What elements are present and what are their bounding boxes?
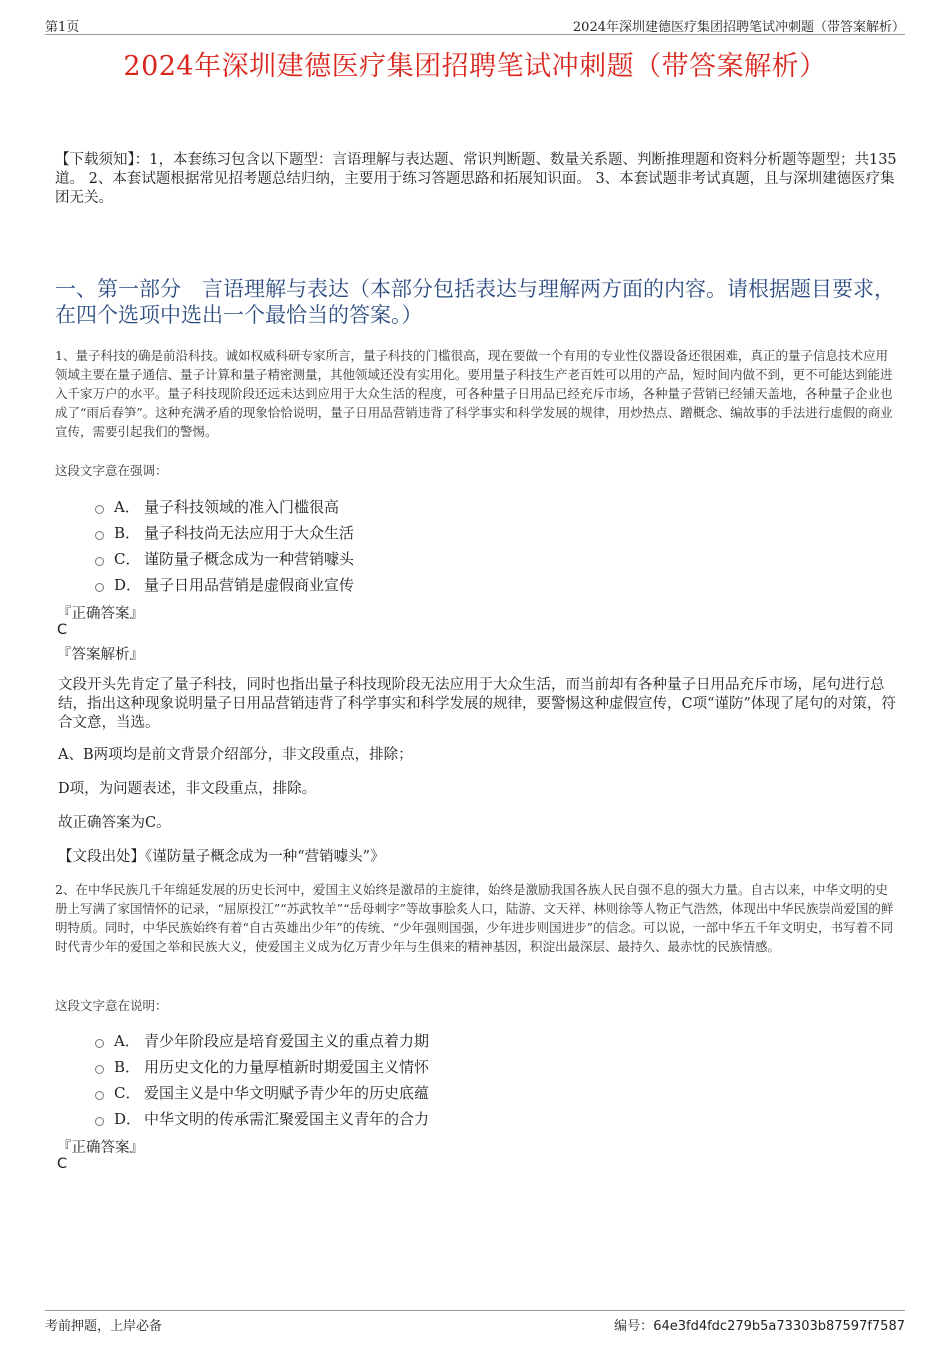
analysis-paragraph: 文段开头先肯定了量子科技，同时也指出量子科技现阶段无法应用于大众生活，而当前却有各种量子日用品充斥市场，尾句进行总结，指出这种现象说明量子日用品营销违背了科学事实和科学发展的规律，要警惕这种虚假宣传，C项“谨防”体现了尾句的对策，符合文意，当选。 [58, 677, 896, 731]
download-notice: 【下载须知】：1，本套练习包含以下题型：言语理解与表达题、常识判断题、数量关系题、判断推理题和资料分析题等题型；共135道。 2、本套试题根据常见招考题总结归纳，主要用于练习答题思路和拓展知识面。 3、本套试题非考试真题，且与深圳建德医疗集团无关。 [55, 152, 897, 206]
analysis-label: 『答案解析』 [57, 647, 144, 663]
analysis-conclusion: 故正确答案为C。 [58, 815, 171, 831]
option-a[interactable]: A． 青少年阶段应是培育爱国主义的重点着力期 [95, 1027, 429, 1053]
footer-slogan: 考前押题，上岸必备 [45, 1319, 163, 1334]
radio-icon[interactable] [95, 1065, 104, 1074]
correct-answer-label: 『正确答案』 [57, 606, 144, 622]
question-1-text: 1、量子科技的确是前沿科技。诚如权威科研专家所言，量子科技的门槛很高，现在要做一个有用的专业性仪器设备还很困难，真正的量子信息技术应用领域主要在量子通信、量子计算和量子精密测量，其他领域还没有实用化。要用量子科技生产老百姓可以用的产品，短时间内做不到，更不可能达到能进入千家万户的水平。量子科技现阶段还远未达到应用于大众生活的程度，可各种量子日用品已经充斥市场，各种量子营销已经铺天盖地，各种量子企业也成了“雨后春笋”。这种充满矛盾的现象恰恰说明，量子日用品营销违背了科学事实和科学发展的规律，用炒热点、蹭概念、编故事的手法进行虚假的商业宣传，需要引起我们的警惕。 [55, 348, 893, 439]
radio-icon[interactable] [95, 557, 104, 566]
header-doc-title: 2024年深圳建德医疗集团招聘笔试冲刺题（带答案解析） [572, 20, 905, 35]
question-2-options [95, 1027, 429, 1131]
section-heading: 一、第一部分 言语理解与表达（本部分包括表达与理解两方面的内容。请根据题目要求，在四个选项中选出一个最恰当的答案。） [55, 277, 895, 327]
option-a[interactable]: A． 量子科技领域的准入门槛很高 [95, 493, 354, 519]
question-1-options [95, 493, 354, 597]
option-b[interactable]: B． 量子科技尚无法应用于大众生活 [95, 519, 354, 545]
correct-answer: C [57, 622, 68, 638]
page-title: 2024年深圳建德医疗集团招聘笔试冲刺题（带答案解析） [123, 51, 827, 82]
option-d[interactable]: D． 量子日用品营销是虚假商业宣传 [95, 571, 354, 597]
question-2-prompt: 这段文字意在说明： [55, 998, 168, 1013]
page-header [45, 14, 905, 35]
option-d[interactable]: D． 中华文明的传承需汇聚爱国主义青年的合力 [95, 1105, 429, 1131]
question-2-text: 2、在中华民族几千年绵延发展的历史长河中，爱国主义始终是激昂的主旋律，始终是激励我国各族人民自强不息的强大力量。自古以来，中华文明的史册上写满了家国情怀的记录，“屈原投江”“苏武牧羊”“岳母刺字”等故事脍炙人口，陆游、文天祥、林则徐等人物正气浩然，体现出中华民族崇尚爱国的鲜明特质。同时，中华民族始终有着“自古英雄出少年”的传统、“少年强则国强，少年进步则国进步”的信念。可以说，一部中华五千年文明史，书写着不同时代青少年的爱国之举和民族大义，使爱国主义成为亿万青少年与生俱来的精神基因，积淀出最深层、最持久、最赤忱的民族情感。 [55, 882, 894, 954]
correct-answer: C [57, 1156, 68, 1172]
source-citation: 【文段出处】《谨防量子概念成为一种“营销噱头”》 [58, 849, 385, 865]
correct-answer-label: 『正确答案』 [57, 1140, 144, 1156]
analysis-paragraph: D项，为问题表述，非文段重点，排除。 [58, 781, 317, 797]
radio-icon[interactable] [95, 1091, 104, 1100]
radio-icon[interactable] [95, 505, 104, 514]
radio-icon[interactable] [95, 1117, 104, 1126]
radio-icon[interactable] [95, 1039, 104, 1048]
document-code: 编号：64e3fd4fdc279b5a73303b87597f7587 [614, 1319, 905, 1334]
radio-icon[interactable] [95, 583, 104, 592]
question-1-prompt: 这段文字意在强调： [55, 463, 168, 478]
option-c[interactable]: C． 谨防量子概念成为一种营销噱头 [95, 545, 354, 571]
option-b[interactable]: B． 用历史文化的力量厚植新时期爱国主义情怀 [95, 1053, 429, 1079]
page-footer [45, 1310, 905, 1333]
page-number: 第1页 [45, 20, 80, 35]
radio-icon[interactable] [95, 531, 104, 540]
option-c[interactable]: C． 爱国主义是中华文明赋予青少年的历史底蕴 [95, 1079, 429, 1105]
analysis-paragraph: A、B两项均是前文背景介绍部分，非文段重点，排除； [58, 747, 413, 763]
